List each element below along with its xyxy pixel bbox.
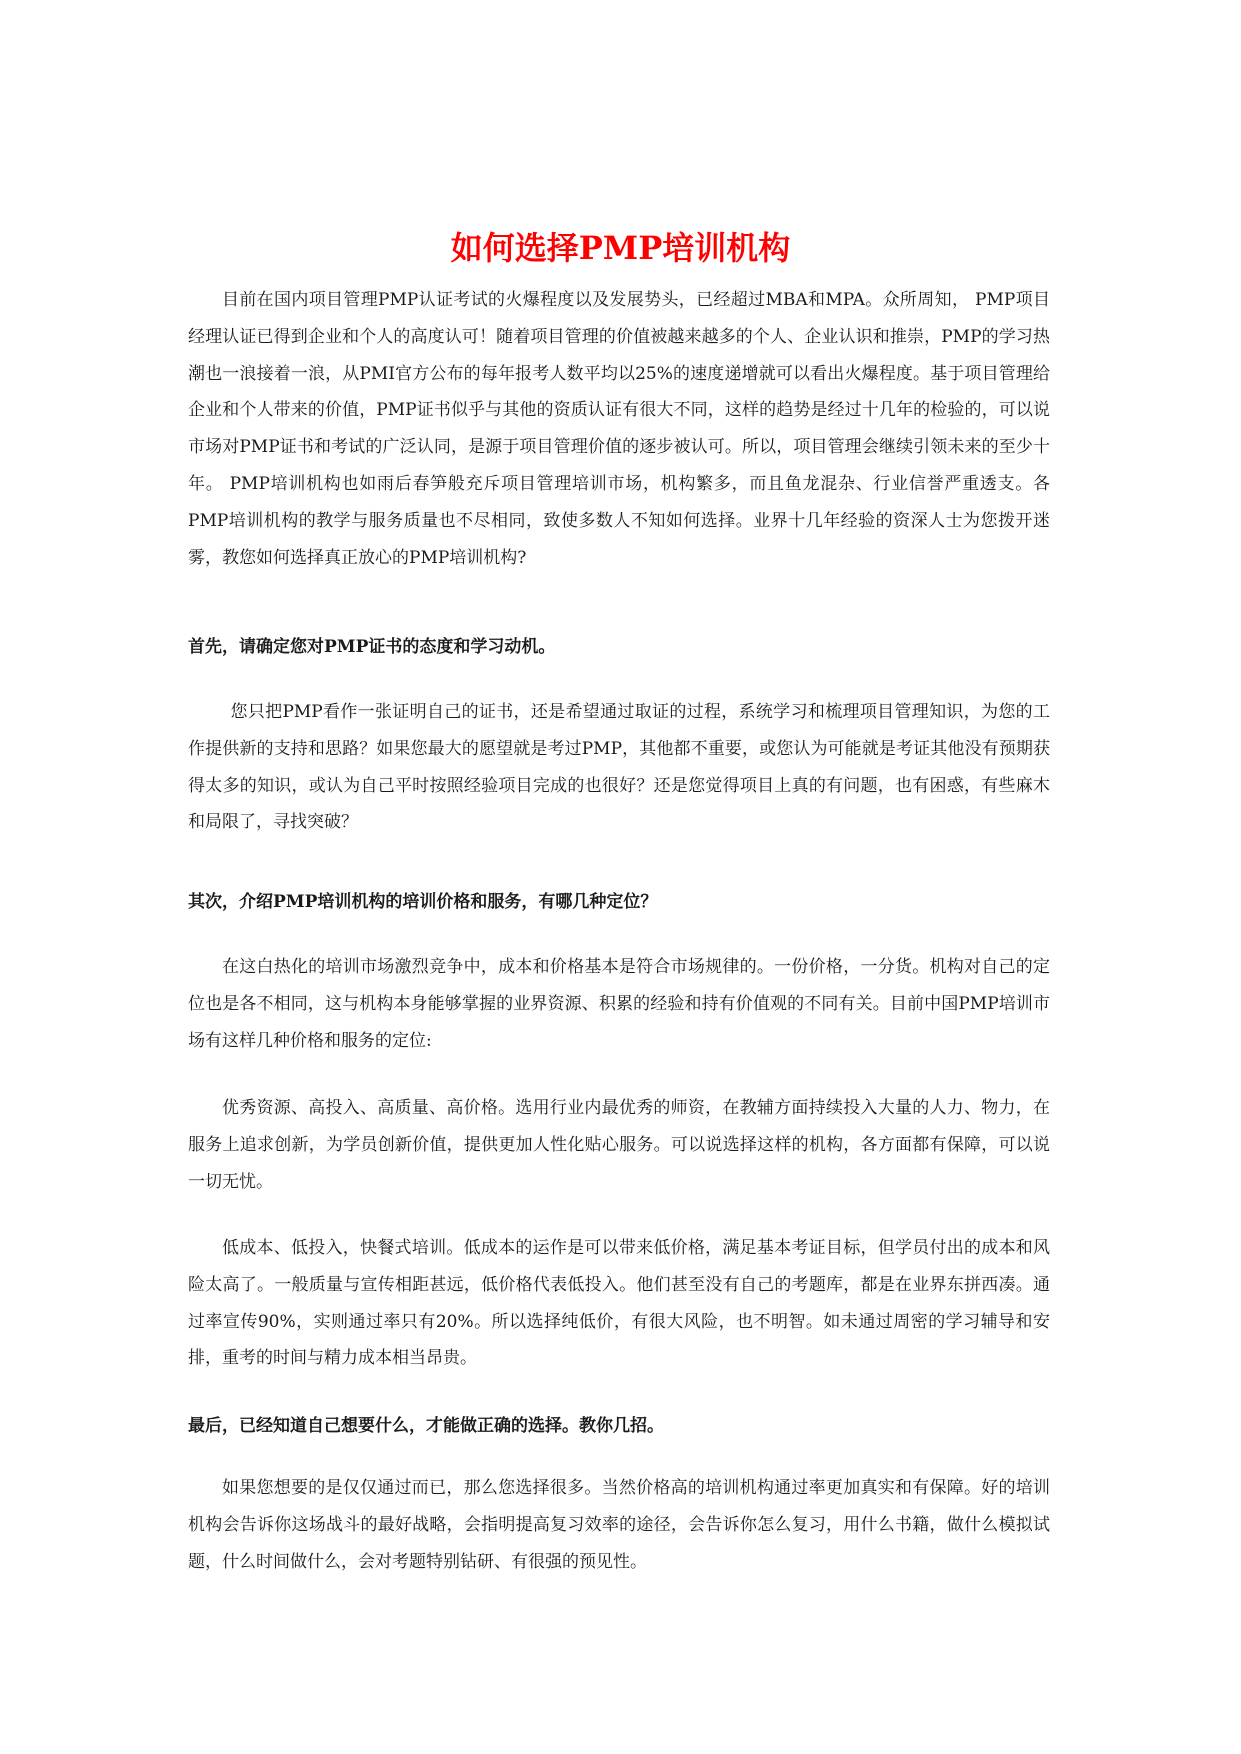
section-heading-motivation: 首先，请确定您对PMP证书的态度和学习动机。	[188, 637, 556, 657]
section-paragraph-high-end: 优秀资源、高投入、高质量、高价格。选用行业内最优秀的师资，在教辅方面持续投入大量的人力、物力，在服务上追求创新，为学员创新价值，提供更加人性化贴心服务。可以说选择这样的机构，各方面都有保障，可以说一切无忧。	[188, 1098, 1050, 1192]
section-heading-choice: 最后，已经知道自己想要什么，才能做正确的选择。教你几招。	[188, 1416, 664, 1436]
intro-paragraph: 目前在国内项目管理PMP认证考试的火爆程度以及发展势头，已经超过MBA和MPA。众所周知， PMP项目经理认证已得到企业和个人的高度认可！随着项目管理的价值被越来越多的个人、企业认识和推崇，PMP的学习热潮也一浪接着一浪，从PMI官方公布的每年报考人数平均以25%的速度递增就可以看出火爆程度。基于项目管理给企业和个人带来的价值，PMP证书似乎与其他的资质认证有很大不同，这样的趋势是经过十几年的检验的，可以说市场对PMP证书和考试的广泛认同，是源于项目管理价值的逐步被认可。所以，项目管理会继续引领未来的至少十年。 PMP培训机构也如雨后春笋般充斥项目管理培训市场，机构繁多，而且鱼龙混杂、行业信誉严重透支。各PMP培训机构的教学与服务质量也不尽相同，致使多数人不知如何选择。业界十几年经验的资深人士为您拨开迷雾，教您如何选择真正放心的PMP培训机构?	[188, 290, 1050, 568]
section-paragraph-choice: 如果您想要的是仅仅通过而已，那么您选择很多。当然价格高的培训机构通过率更加真实和有保障。好的培训机构会告诉你这场战斗的最好战略，会指明提高复习效率的途径，会告诉你怎么复习，用什么书籍，做什么模拟试题，什么时间做什么，会对考题特别钻研、有很强的预见性。	[188, 1478, 1050, 1572]
document-title: 如何选择PMP培训机构	[450, 229, 791, 267]
section-heading-pricing: 其次，介绍PMP培训机构的培训价格和服务，有哪几种定位？	[188, 892, 658, 912]
section-paragraph-low-cost: 低成本、低投入，快餐式培训。低成本的运作是可以带来低价格，满足基本考证目标，但学员付出的成本和风险太高了。一般质量与宣传相距甚远，低价格代表低投入。他们甚至没有自己的考题库，都是在业界东拼西凑。通过率宣传90%，实则通过率只有20%。所以选择纯低价，有很大风险，也不明智。如未通过周密的学习辅导和安排，重考的时间与精力成本相当昂贵。	[188, 1238, 1050, 1369]
section-paragraph-pricing-intro: 在这白热化的培训市场激烈竞争中，成本和价格基本是符合市场规律的。一份价格，一分货。机构对自己的定位也是各不相同，这与机构本身能够掌握的业界资源、积累的经验和持有价值观的不同有关。目前中国PMP培训市场有这样几种价格和服务的定位:	[188, 957, 1050, 1051]
section-paragraph-motivation: 您只把PMP看作一张证明自己的证书，还是希望通过取证的过程，系统学习和梳理项目管理知识，为您的工作提供新的支持和思路？如果您最大的愿望就是考过PMP，其他都不重要，或您认为可能就是考证其他没有预期获得太多的知识，或认为自己平时按照经验项目完成的也很好？还是您觉得项目上真的有问题，也有困惑，有些麻木和局限了，寻找突破？	[188, 702, 1050, 833]
